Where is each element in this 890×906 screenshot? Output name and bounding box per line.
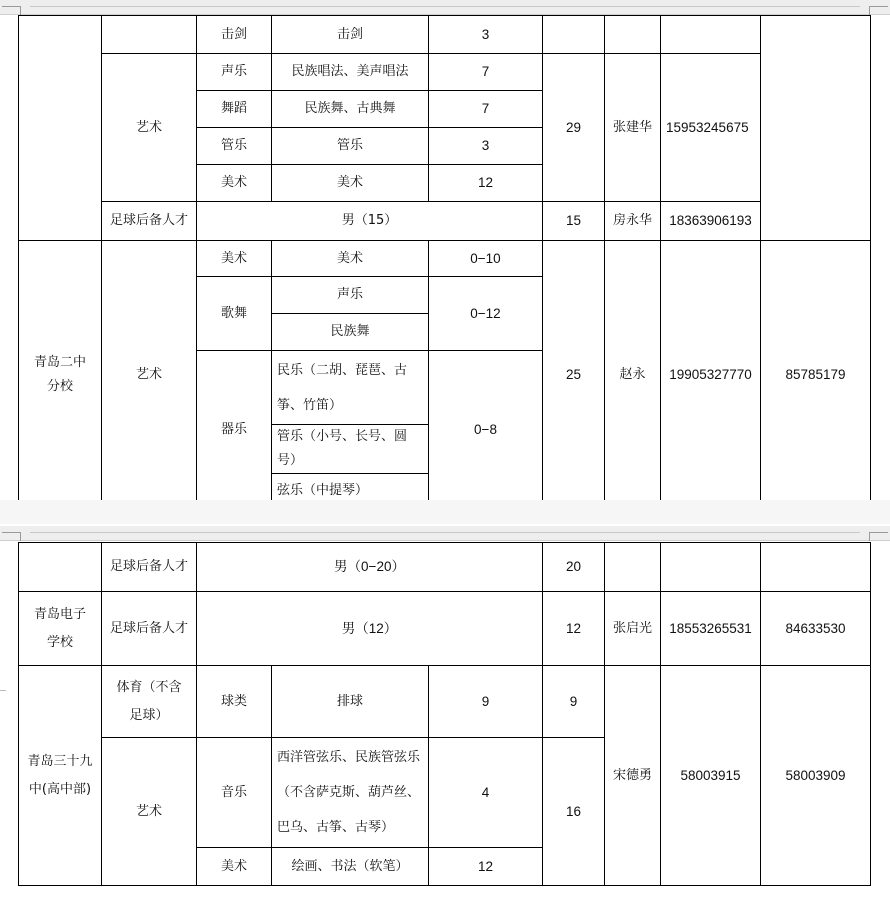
content-cell: 美术 — [272, 241, 429, 277]
contact-cell: 张建华 — [605, 54, 661, 202]
corner-mark-right — [869, 532, 888, 541]
sub-cell: 美术 — [197, 241, 272, 277]
page-break-rule — [30, 532, 860, 533]
content-cell: 管乐（小号、长号、圆号） — [272, 425, 429, 474]
content-cell: 西洋管弦乐、民族管弦乐（不含萨克斯、葫芦丝、巴乌、古筝、古琴） — [272, 738, 429, 848]
table-row — [19, 543, 871, 592]
count-cell: 4 — [429, 738, 543, 848]
sub-cell: 美术 — [197, 165, 272, 202]
sub-cell: 管乐 — [197, 128, 272, 165]
office-cell-empty — [761, 16, 871, 241]
contact-cell: 赵永 — [605, 241, 661, 509]
category-cell: 足球后备人才 — [102, 543, 197, 592]
content-cell: 弦乐（中提琴） — [272, 474, 429, 509]
phone-cell: 19905327770 — [661, 241, 761, 509]
content-cell: 民族舞 — [272, 314, 429, 351]
sub-cell: 器乐 — [197, 351, 272, 509]
phone-cell-empty — [661, 543, 761, 592]
range-cell: 0−10 — [429, 241, 543, 277]
school-cell-empty — [19, 543, 102, 592]
table-row — [19, 241, 871, 277]
page-break-top — [0, 0, 890, 15]
count-cell: 12 — [429, 165, 543, 202]
content-cell: 击剑 — [272, 16, 429, 54]
page-gap — [0, 500, 890, 524]
table-row — [19, 16, 871, 54]
page-break-rule — [30, 6, 860, 7]
total-cell: 25 — [543, 241, 605, 509]
content-cell: 管乐 — [272, 128, 429, 165]
sub-cell: 声乐 — [197, 54, 272, 91]
sub-cell: 击剑 — [197, 16, 272, 54]
count-cell: 12 — [429, 848, 543, 886]
count-cell: 3 — [429, 16, 543, 54]
content-cell: 美术 — [272, 165, 429, 202]
total-cell: 16 — [543, 738, 605, 886]
content-cell: 民乐（二胡、琵琶、古筝、竹笛） — [272, 351, 429, 425]
phone-cell: 18553265531 — [661, 592, 761, 666]
total-cell: 29 — [543, 54, 605, 202]
sub-cell: 球类 — [197, 666, 272, 738]
table-row — [19, 54, 871, 91]
office-cell: 58003909 — [761, 666, 871, 886]
sub-cell: 歌舞 — [197, 277, 272, 351]
category-cell: 体育（不含足球） — [102, 666, 197, 738]
content-cell: 民族舞、古典舞 — [272, 91, 429, 128]
content-cell: 声乐 — [272, 277, 429, 314]
corner-mark-right — [869, 6, 888, 15]
total-cell: 9 — [543, 666, 605, 738]
content-cell: 男（12） — [197, 592, 543, 666]
count-cell: 7 — [429, 91, 543, 128]
table-row — [19, 592, 871, 666]
category-cell: 足球后备人才 — [102, 202, 197, 241]
content-cell: 男（15） — [197, 202, 543, 241]
count-cell: 3 — [429, 128, 543, 165]
category-cell: 艺术 — [102, 738, 197, 886]
total-cell: 15 — [543, 202, 605, 241]
content-cell: 民族唱法、美声唱法 — [272, 54, 429, 91]
range-cell: 0−8 — [429, 351, 543, 509]
total-cell: 20 — [543, 543, 605, 592]
category-cell: 艺术 — [102, 54, 197, 202]
corner-mark-left — [2, 6, 21, 15]
school-cell: 青岛电子学校 — [19, 592, 102, 666]
enrollment-table-page-1 — [18, 15, 871, 509]
contact-cell: 宋德勇 — [605, 666, 661, 886]
phone-cell: 18363906193 — [661, 202, 761, 241]
page-break-middle — [0, 526, 890, 541]
office-cell: 84633530 — [761, 592, 871, 666]
sub-cell: 美术 — [197, 848, 272, 886]
total-cell-empty — [543, 16, 605, 54]
office-cell-empty — [761, 543, 871, 592]
content-cell: 排球 — [272, 666, 429, 738]
school-cell: 青岛二中分校 — [19, 241, 102, 509]
content-cell: 男（0−20） — [197, 543, 543, 592]
phone-cell-empty — [661, 16, 761, 54]
range-cell: 0−12 — [429, 277, 543, 351]
office-cell: 85785179 — [761, 241, 871, 509]
school-cell-empty — [19, 16, 102, 241]
sub-cell: 舞蹈 — [197, 91, 272, 128]
phone-cell: 58003915 — [661, 666, 761, 886]
total-cell: 12 — [543, 592, 605, 666]
phone-cell: 15953245675 — [661, 54, 761, 202]
sub-cell: 音乐 — [197, 738, 272, 848]
content-cell: 绘画、书法（软笔） — [272, 848, 429, 886]
category-cell: 艺术 — [102, 241, 197, 509]
category-cell-empty — [102, 16, 197, 54]
category-cell: 足球后备人才 — [102, 592, 197, 666]
enrollment-table-page-2 — [18, 542, 871, 886]
contact-cell: 房永华 — [605, 202, 661, 241]
table-row — [19, 202, 871, 241]
contact-cell: 张启光 — [605, 592, 661, 666]
contact-cell-empty — [605, 543, 661, 592]
count-cell: 9 — [429, 666, 543, 738]
corner-mark-left — [2, 532, 21, 541]
count-cell: 7 — [429, 54, 543, 91]
table-row — [19, 666, 871, 738]
margin-mark — [0, 690, 6, 691]
contact-cell-empty — [605, 16, 661, 54]
school-cell: 青岛三十九中(高中部) — [19, 666, 102, 886]
